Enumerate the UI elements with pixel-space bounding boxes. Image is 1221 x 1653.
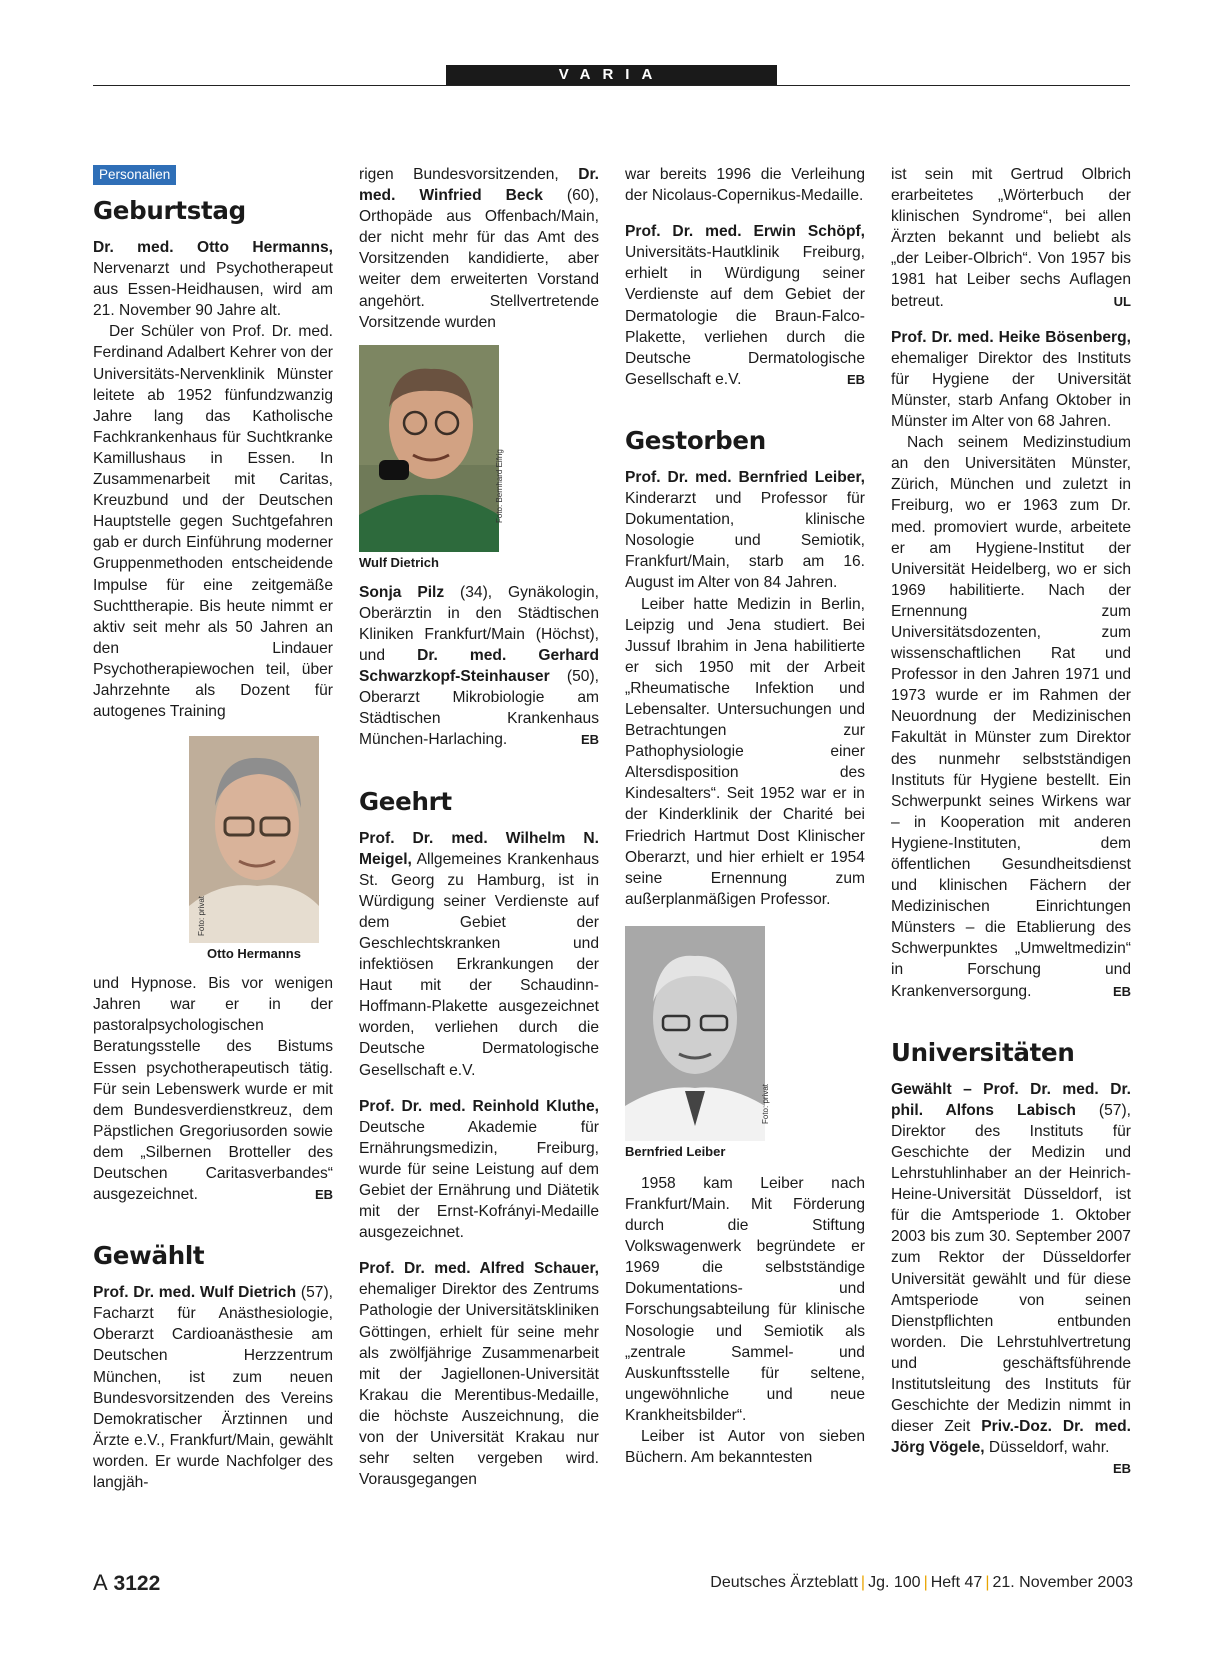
text: (60), Orthopäde aus Offenbach/Main, der nicht mehr für das Amt des Vorsitzenden kandidierte, aber weiter dem erweiterten Vorstand angehört. Stellvertretende Vorsitzende wurden (359, 187, 599, 331)
journal-info: Deutsches Ärzteblatt | Jg. 100 | Heft 47 | 21. November 2003 (710, 1574, 1133, 1591)
author-initials: EB (314, 1187, 333, 1203)
paragraph: 1958 kam Leiber nach Frankfurt/Main. Mit Förderung durch die Stiftung Volkswagenwerk begründete er 1969 die selbstständige Dokumentations- und Forschungsabteilung für klinische Nosologie und Semiotik als „zentrale Sammel- und Auskunftsstelle für seltene, ungewöhnliche und neue Krankheitsbilder“. (625, 1174, 865, 1424)
photo-block (625, 926, 770, 1161)
page-number (93, 1570, 160, 1596)
person-name: Prof. Dr. med. Erwin Schöpf, (625, 223, 865, 241)
author-initials: EB (846, 371, 865, 387)
author-initials: EB (1112, 983, 1131, 999)
person-name: Prof. Dr. med. Wilhelm N. Meigel, (359, 829, 599, 868)
paragraph (891, 327, 1131, 432)
column-4 (891, 164, 1131, 1479)
person-name: Dr. med. Gerhard Schwarzkopf-Steinhauser (359, 647, 599, 686)
person-name: Prof. Dr. med. Reinhold Kluthe, (359, 1097, 599, 1115)
text: Nervenarzt und Psychotherapeut aus Essen-Heidhausen, wird am 21. November 90 Jahre alt. (93, 260, 333, 320)
person-name: Prof. Dr. med. Heike Bösenberg, (891, 328, 1131, 346)
author-initials: EB (1112, 1461, 1131, 1477)
text: rigen Bundesvorsitzenden, (359, 166, 579, 183)
journal-volume: Jg. 100 (868, 1574, 921, 1591)
paragraph (891, 164, 1131, 312)
text: ehemaliger Direktor des Zentrums Pathologie der Universitätskliniken Göttingen, erhielt für seine mehr als zwölfjährige Zusammenarbeit mit der Jagiellonen-Universität Krakau die Merentibus-Medaille, die höchste Auszeichnung, die von der Universität Krakau nur sehr selten vergeben wird. Vorausgegangen (359, 1281, 599, 1489)
column-3 (625, 164, 865, 1468)
paragraph (93, 237, 333, 321)
person-name: Sonja Pilz (359, 583, 445, 601)
text: Allgemeines Krankenhaus St. Georg zu Hamburg, ist in Würdigung seiner Verdienste auf dem Gebiet der Geschlechtskranken und infektiösen Erkrankungen der Haut mit der Schaudinn-Hoffmann-Plakette ausgezeichnet worden, verliehen durch die Deutsche Dermatologische Gesellschaft e.V. (359, 850, 599, 1079)
photo-credit: Foto: Bernhard Eifrig (495, 448, 504, 523)
text: (34), Gynäkologin, Oberärztin in den Städtischen Kliniken Frankfurt/Main (Höchst), und (359, 583, 599, 665)
portrait-photo-dietrich (359, 345, 504, 552)
section-title: VARIA (446, 65, 777, 85)
photo-block (189, 736, 319, 963)
paragraph (359, 1096, 599, 1244)
page-prefix: A (93, 1570, 108, 1595)
portrait-image (359, 345, 499, 552)
text: ehemaliger Direktor des Instituts für Hygiene der Universität Münster, starb Anfang Oktober in Münster im Alter von 68 Jahren. (891, 349, 1131, 431)
paragraph (359, 1258, 599, 1490)
person-name: Priv.-Doz. Dr. med. Jörg Vögele, (891, 1418, 1131, 1457)
person-name: Prof. Dr. med. Wulf Dietrich (93, 1284, 297, 1302)
paragraph: Leiber ist Autor von sieben Büchern. Am bekanntesten (625, 1428, 865, 1467)
person-name: Gewählt – Prof. Dr. med. Dr. phil. Alfons Labisch (891, 1080, 1131, 1119)
paragraph (891, 432, 1131, 1002)
paragraph (625, 467, 865, 594)
author-initials: EB (580, 732, 599, 748)
paragraph: Der Schüler von Prof. Dr. med. Ferdinand Adalbert Kehrer von der Universitäts-Nervenklinik Münster leitete ab 1952 fünfundzwanzig Jahre lang das Katholische Fachkrankenhaus für Suchtkranke Kamillushaus in Essen. In Zusammenarbeit mit Caritas, Kreuzbund und der Deutschen Hauptstelle gegen Suchtgefahren gab er durch Einführung moderner Gruppenmethoden entscheidende Impulse für eine zeitgemäße Suchttherapie. Bis heute nimmt er aktiv seit mehr als 50 Jahren an den Lindauer Psychotherapiewochen teil, über Jahrzehnte als Dozent für autogenes Training (93, 323, 333, 721)
person-name: Prof. Dr. med. Alfred Schauer, (359, 1260, 599, 1278)
paragraph (359, 164, 599, 333)
text: ist sein mit Gertrud Olbrich erarbeitetes „Wörterbuch der klinischen Syndrome“, bei allen Ärzten bekannt und beliebt als „der Leiber-Olbrich“. Von 1957 bis 1981 hat Leiber sechs Auflagen betreut. (891, 166, 1131, 310)
author-initials: UL (1113, 293, 1131, 309)
heading-birthday: Geburtstag (93, 196, 246, 225)
column-1 (93, 164, 333, 1493)
paragraph (359, 582, 599, 751)
person-name: Dr. med. Winfried Beck (359, 166, 599, 205)
paragraph (891, 1079, 1131, 1477)
paragraph (625, 221, 865, 390)
paragraph (359, 828, 599, 1081)
person-name: Dr. med. Otto Hermanns, (93, 239, 333, 256)
text: Deutsche Akademie für Ernährungsmedizin, Freiburg, wurde für seine Leistung auf dem Gebiet der Ernährung und Diätetik mit der Ernst-Kofrányi-Medaille ausgezeichnet. (359, 1118, 599, 1242)
text: Düsseldorf, wahr. (984, 1439, 1110, 1457)
journal-date: 21. November 2003 (992, 1574, 1133, 1591)
heading-died: Gestorben (625, 425, 766, 455)
column-2 (359, 164, 599, 1490)
portrait-photo-leiber (625, 926, 770, 1141)
photo-caption: Bernfried Leiber (625, 1143, 726, 1159)
text: Nach seinem Medizinstudium an den Universitäten Münster, Zürich, München und zuletzt in Freiburg, wo er 1963 zum Dr. med. promoviert wurde, arbeitete er am Hygiene-Institut der Universität Heidelberg, wo er sich 1969 habilitierte. Nach der Ernennung zum Universitätsdozenten, zum wissenschaftlichen Rat und Professor in den Jahren 1971 und 1973 wurde er im Rahmen der Neuordnung der Medizinischen Fakultät in Münster zum Direktor des nunmehr selbstständigen Instituts für Hygiene bestellt. Ein Schwerpunkt seines Wirkens war – in Kooperation mit anderen Hygiene-Instituten, dem öffentlichen Gesundheitsdienst und klinischen Fächern der Medizinischen Einrichtungen Münsters – die Etablierung des Schwerpunktes „Umweltmedizin“ in Forschung und Krankenversorgung. (891, 434, 1131, 1000)
photo-credit: Foto: privat (197, 896, 206, 937)
category-tag: Personalien (93, 165, 176, 185)
text: Kinderarzt und Professor für Dokumentation, klinische Nosologie und Semiotik, Frankfurt/Main, starb am 16. August im Alter von 84 Jahren. (625, 490, 865, 592)
text: (57), Facharzt für Anästhesiologie, Oberarzt Cardioanästhesie am Deutschen Herzzentrum München, ist zum neuen Bundesvorsitzenden des Vereins Demokratischer Ärztinnen und Ärzte e.V., Frankfurt/Main, gewählt worden. Er wurde Nachfolger des langjäh- (93, 1284, 333, 1492)
page-number-value: 3122 (113, 1572, 161, 1595)
heading-elected: Gewählt (93, 1241, 205, 1271)
photo-credit: Foto: privat (761, 1083, 770, 1124)
paragraph (93, 973, 333, 1205)
text: Universitäts-Hautklinik Freiburg, erhielt in Würdigung seiner Verdienste auf dem Gebiet der Dermatologie die Braun-Falco-Plakette, verliehen durch die Deutsche Dermatologische Gesellschaft e.V. (625, 244, 865, 388)
paragraph: Leiber hatte Medizin in Berlin, Leipzig und Jena studiert. Bei Jussuf Ibrahim in Jena habilitierte er sich 1950 mit der Arbeit „Rheumatische Infektion und Lebensalter. Untersuchungen und Betrachtungen zur Pathophysiologie einer Altersdisposition des Kindesalters“. Seit 1952 war er in der Kinderklinik der Charité bei Friedrich Hartmut Dost Klinischer Oberarzt, und hier erhielt er 1954 seine Ernennung zum außerplanmäßigen Professor. (625, 595, 865, 908)
journal-name: Deutsches Ärzteblatt (710, 1574, 858, 1591)
heading-honored: Geehrt (359, 786, 452, 816)
text: und Hypnose. Bis vor wenigen Jahren war er in der pastoralpsychologischen Beratungsstelle des Bistums Essen psychotherapeutisch tätig. Für sein Lebenswerk wurde er mit dem Bundesverdienstkreuz, dem Päpstlichen Gregoriusorden sowie dem „Silbernen Brotteller des Deutschen Caritasverbandes“ ausgezeichnet. (93, 975, 333, 1204)
header-rule (93, 85, 1130, 86)
portrait-image (625, 926, 765, 1141)
photo-block (359, 345, 504, 572)
portrait-photo-hermanns (189, 736, 319, 943)
paragraph: war bereits 1996 die Verleihung der Nicolaus-Copernikus-Medaille. (625, 166, 865, 205)
paragraph (93, 1282, 333, 1493)
heading-universities: Universitäten (891, 1037, 1075, 1067)
photo-caption: Wulf Dietrich (359, 554, 439, 570)
photo-caption: Otto Hermanns (207, 946, 301, 962)
text: (57), Direktor des Instituts für Geschichte der Medizin und Lehrstuhlinhaber an der Heinrich-Heine-Universität Düsseldorf, ist für die Amtsperiode 1. Oktober 2003 bis zum 30. September 2007 zum Rektor der Düsseldorfer Universität gewählt und für diese Amtsperiode von seinen Dienstpflichten entbunden worden. Die Lehrstuhlvertretung und geschäftsführende Institutsleitung des Instituts für Geschichte der Medizin nimmt in dieser Zeit (891, 1101, 1131, 1436)
journal-issue: Heft 47 (930, 1574, 983, 1591)
text: (50), Oberarzt Mikrobiologie am Städtischen Krankenhaus München-Harlaching. (359, 668, 599, 749)
person-name: Prof. Dr. med. Bernfried Leiber, (625, 468, 865, 486)
